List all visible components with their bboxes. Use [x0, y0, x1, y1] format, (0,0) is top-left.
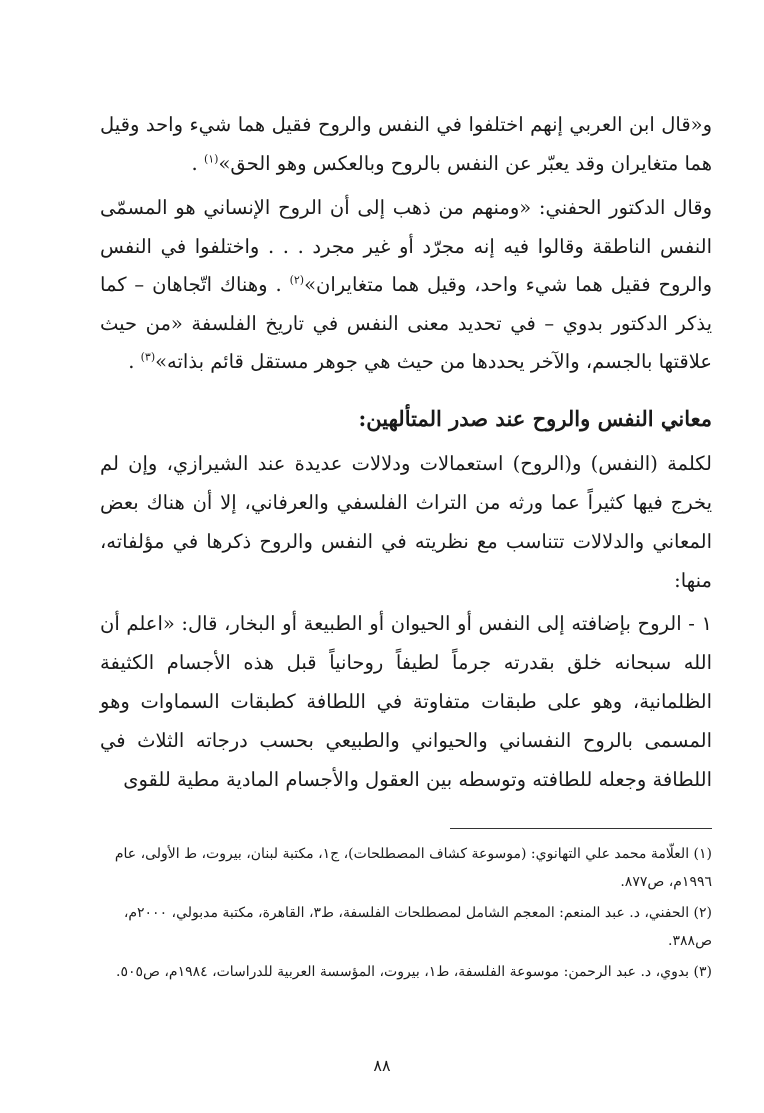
footnote-3: (٣) بدوي، د. عبد الرحمن: موسوعة الفلسفة، ط١، بيروت، المؤسسة العربية للدراسات، ١٩٨٤م، ص٥٠٥. — [115, 964, 712, 980]
footnote-1: (١) العلّامة محمد علي التهانوي: (موسوعة كشاف المصطلحات)، ج١، مكتبة لبنان، بيروت، ط الأولى، عام ١٩٩٦م، ص٨٧٧. — [114, 846, 712, 890]
page-number: ٨٨ — [373, 1056, 391, 1075]
section-heading: معاني النفس والروح عند صدر المتألهين: — [358, 406, 712, 431]
paragraph-ibn-arabi: و«قال ابن العربي إنهم اختلفوا في النفس والروح فقيل هما شيء واحد وقيل هما متغايران وقد يعبّر عن النفس بالروح وبالعكس وهو الحق»$^{(١)}$ . — [100, 113, 712, 175]
paragraph-ruh-definition: ١ - الروح بإضافته إلى النفس أو الحيوان أو الطبيعة أو البخار، قال: «اعلم أن الله سبحانه خلق بقدرته جرماً لطيفاً روحانياً قبل هذه الأجسام الكثيفة الظلمانية، وهو على طبقات متفاوتة في اللطافة كطبقات السماوات وهو المسمى بالروح النفساني والحيواني والطبيعي بحسب درجاته الثلاث في اللطافة وجعله للطافته وتوسطه بين العقول والأجسام المادية مطية للقوى — [100, 612, 712, 791]
main-text-top — [100, 106, 712, 382]
footnote-separator — [450, 828, 712, 829]
paragraph-badawi: وهناك اتّجاهان – كما يذكر الدكتور بدوي – في تحديد معنى النفس في تاريخ الفلسفة «من حيث علاقتها بالجسم، والآخر يحددها من حيث هي جوهر مستقل قائم بذاته» — [100, 273, 712, 373]
paragraph-shirazi-intro: لكلمة (النفس) و(الروح) استعمالات ودلالات عديدة عند الشيرازي، وإن لم يخرج فيها كثيراً عما ورثه من التراث الفلسفي والعرفاني، إلا أن هناك بعض المعاني والدلالات تتناسب مع نظريته في النفس والروح ذكرها في مؤلفاته، منها: — [100, 452, 712, 592]
main-text-bottom — [100, 444, 712, 799]
footnotes — [100, 840, 712, 989]
footnote-ref-3[interactable]: (٣) — [140, 350, 156, 364]
footnote-ref-2[interactable]: (٢) — [289, 273, 305, 287]
footnote-2: (٢) الحفني، د. عبد المنعم: المعجم الشامل لمصطلحات الفلسفة، ط٣، القاهرة، مكتبة مدبولي، ٢٠٠٠م، ص٣٨٨. — [123, 905, 712, 949]
paragraph-hifni: وقال الدكتور الحفني: «ومنهم من ذهب إلى أن الروح الإنساني هو المسمّى النفس الناطقة وقالوا فيه إنه مجرّد أو غير مجرد . . . واختلفوا في النفس والروح فقيل هما شيء واحد، وقيل هما متغايران»$^{(٢)}$ . وهناك اتّجاهان – كما يذكر الدكتور بدوي – في تحديد معنى النفس في تاريخ الفلسفة «من حيث علاقتها بالجسم، والآخر يحددها من حيث هي جوهر مستقل قائم بذاته»$^{(٣)}$ . — [100, 196, 712, 373]
footnote-ref-1[interactable]: (١) — [203, 152, 219, 165]
